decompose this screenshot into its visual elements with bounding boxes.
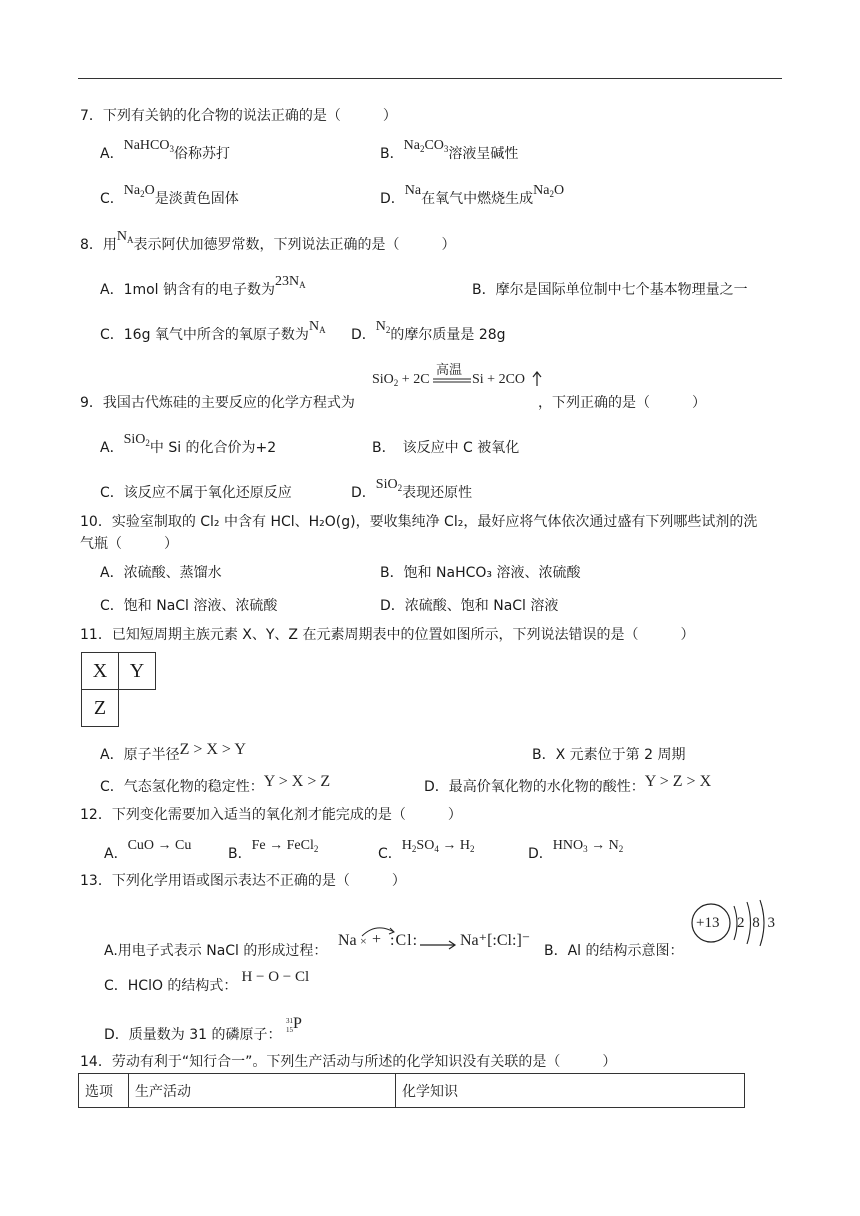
gas-arrow-up-icon — [532, 371, 542, 387]
q9-option-c: C．该反应不属于氧化还原反应 — [100, 485, 292, 501]
periodic-table-figure — [81, 652, 156, 727]
cell-z: Z — [82, 690, 119, 727]
question-10-stem-line1: 10．实验室制取的 Cl₂ 中含有 HCl、H₂O(g)，要收集纯净 Cl₂，最好应将气体依次通过盛有下列哪些试剂的洗 — [80, 514, 758, 530]
q7-option-c: C．$Na_2O$是淡黄色固体 — [100, 183, 239, 207]
q11-option-b: B．X 元素位于第 2 周期 — [532, 747, 686, 763]
table-header-cell: 化学知识 — [396, 1074, 745, 1108]
question-12-stem: 12．下列变化需要加入适当的氧化剂才能完成的是（ ） — [80, 807, 462, 823]
arrow-right-icon — [420, 940, 458, 950]
table-header-row — [79, 1074, 745, 1108]
q12-option-d: D．$HNO_3 \to N_2$ — [528, 838, 624, 862]
question-8-stem: 8．用$N_A$表示阿伏加德罗常数，下列说法正确的是（ ） — [80, 229, 456, 253]
q13-option-a: A.用电子式表示 NaCl 的形成过程： — [104, 943, 328, 959]
q10-option-c: C．饱和 NaCl 溶液、浓硫酸 — [100, 598, 278, 614]
al-nucleus: +13 — [696, 915, 720, 931]
q10-option-b: B．饱和 NaHCO₃ 溶液、浓硫酸 — [380, 565, 581, 581]
q9-equation: SiO$_2$ + 2C 高温 Si + 2CO — [372, 362, 544, 392]
q10-option-d: D．浓硫酸、饱和 NaCl 溶液 — [380, 598, 559, 614]
al-structure-diagram — [690, 902, 778, 948]
al-electron-shells: 2 8 3 — [737, 915, 777, 931]
question-9-stem: 9．我国古代炼硅的主要反应的化学方程式为 — [80, 395, 355, 411]
cell-x: X — [82, 653, 119, 690]
question-10-stem-line2: 气瓶（ ） — [80, 536, 178, 552]
question-13-stem: 13．下列化学用语或图示表达不正确的是（ ） — [80, 873, 406, 889]
q13-option-d: D．质量数为 31 的磷原子： 31 15 P — [104, 1021, 304, 1044]
q7-option-b: B．$Na_2CO_3$溶液呈碱性 — [380, 138, 519, 162]
q7-option-d: D．Na在氧气中燃烧生成$Na_2O$ — [380, 183, 565, 207]
q8-option-b: B．摩尔是国际单位制中七个基本物理量之一 — [472, 282, 748, 298]
q8-option-d: D．$N_2$的摩尔质量是 28g — [351, 319, 506, 343]
header-rule — [78, 78, 782, 79]
q10-option-a: A．浓硫酸、蒸馏水 — [100, 565, 222, 581]
question-11-stem: 11．已知短周期主族元素 X、Y、Z 在元素周期表中的位置如图所示，下列说法错误的是（ ） — [80, 627, 695, 643]
phosphorus-nuclide: 31 15 P — [285, 1015, 302, 1034]
q7-option-a: A．NaHCO$_3$俗称苏打 — [100, 138, 230, 162]
cell-empty — [119, 690, 156, 727]
q12-option-b: B．Fe → FeCl$_2$ — [228, 838, 319, 862]
q8-option-a: A．1mol 钠含有的电子数为$23N_A$ — [100, 274, 306, 298]
electron-transfer-arrow-icon — [356, 922, 406, 952]
question-14-stem: 14．劳动有利于“知行合一”。下列生产活动与所述的化学知识没有关联的是（ ） — [80, 1054, 617, 1070]
q9-option-b: B． 该反应中 C 被氧化 — [372, 440, 520, 456]
q14-table — [78, 1073, 745, 1108]
q12-option-a: A．CuO → Cu — [104, 838, 192, 862]
q13-option-b: B．Al 的结构示意图： — [544, 943, 684, 959]
q12-option-c: C．$H_2SO_4 \to H_2$ — [378, 838, 475, 862]
q11-option-c: C．气态氢化物的稳定性：Y > X > Z — [100, 773, 331, 795]
q13-option-c: C．HClO 的结构式：H − O − Cl — [104, 969, 310, 994]
question-7-stem: 7．下列有关钠的化合物的说法正确的是（ ） — [80, 108, 397, 124]
q11-option-a: A．原子半径Z > X > Y — [100, 741, 246, 763]
q9-option-a: A．SiO$_2$中 Si 的化合价为+2 — [100, 432, 277, 456]
question-9-stem-suffix: ，下列正确的是（ ） — [538, 395, 706, 411]
table-header-cell: 选项 — [79, 1074, 129, 1108]
table-header-cell: 生产活动 — [129, 1074, 396, 1108]
q9-option-d: D．SiO$_2$表现还原性 — [351, 477, 473, 501]
reaction-condition: 高温 — [436, 362, 463, 377]
nacl-formation-diagram: Na × + :Cl: Na⁺[:Cl:]⁻ — [338, 926, 534, 962]
double-line-icon — [433, 378, 473, 384]
cell-y: Y — [119, 653, 156, 690]
q8-option-c: C．16g 氧气中所含的氧原子数为$N_A$ — [100, 319, 326, 343]
q11-option-d: D．最高价氧化物的水化物的酸性：Y > Z > X — [424, 773, 712, 795]
